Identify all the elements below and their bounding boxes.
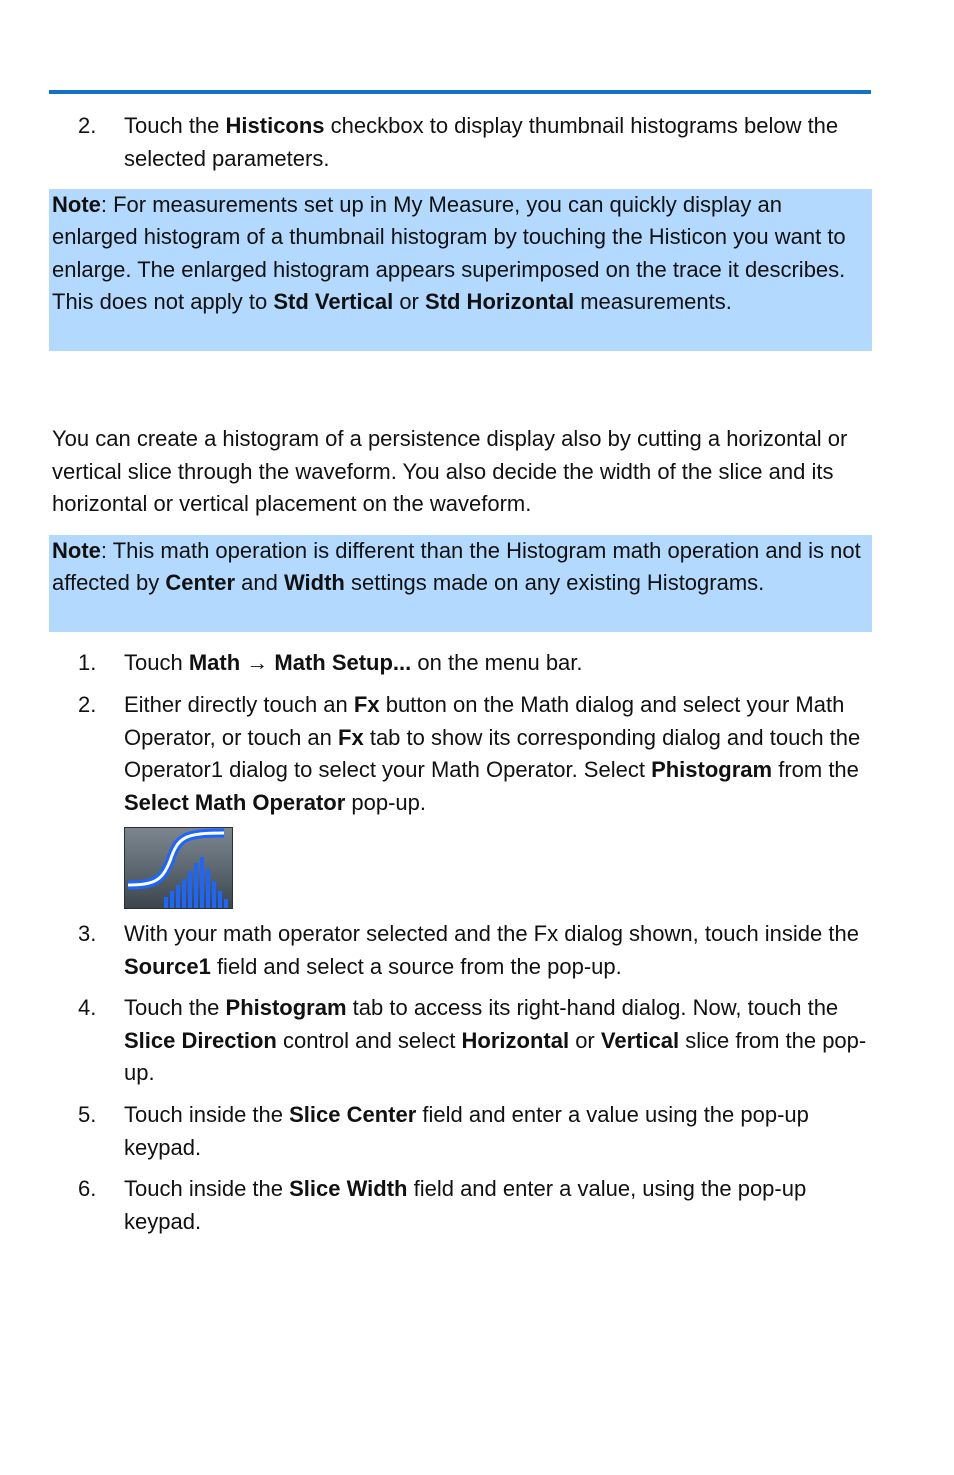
header-rule — [49, 90, 871, 94]
step-number: 3. — [78, 921, 97, 946]
step-number: 2. — [78, 692, 97, 717]
note-my-measure: Note: For measurements set up in My Measure, you can quickly display an enlarged histogram of a thumbnail histogram by touching the Histicon you want to enlarge. The enlarged histogram appears superimposed on the trace it describes. This does not apply to Std Vertical or Std Horizontal measurements. — [49, 189, 872, 351]
intro-paragraph: You can create a histogram of a persistence display also by cutting a horizontal or vertical slice through the waveform. You also decide the width of the slice and its horizontal or vertical placement on the waveform. — [52, 426, 848, 516]
step-text: Touch the Histicons checkbox to display thumbnail histograms below the selected parameters. — [124, 113, 839, 171]
step-number: 6. — [78, 1176, 97, 1201]
note-math-operation: Note: This math operation is different than the Histogram math operation and is not affected by Center and Width settings made on any existing Histograms. — [49, 535, 872, 632]
step-number: 1. — [78, 650, 97, 675]
step-text: Touch inside the Slice Center field and enter a value using the pop-up keypad. — [124, 1102, 809, 1160]
step-text: Touch inside the Slice Width field and enter a value, using the pop-up keypad. — [124, 1176, 807, 1234]
step-number: 2. — [78, 113, 97, 138]
step-number: 5. — [78, 1102, 97, 1127]
step-text: Either directly touch an Fx button on the Math dialog and select your Math Operator, or touch an Fx tab to show its corresponding dialog and touch the Operator1 dialog to select your Math Operator. Select Phistogram from the Select Math Operator pop-up. — [124, 692, 861, 815]
phistogram-icon — [124, 827, 233, 909]
step-number: 4. — [78, 995, 97, 1020]
step-text: Touch Math → Math Setup... on the menu bar. — [124, 650, 583, 675]
step-text: With your math operator selected and the Fx dialog shown, touch inside the Source1 field and select a source from the pop-up. — [124, 921, 859, 979]
step-text: Touch the Phistogram tab to access its right-hand dialog. Now, touch the Slice Direction control and select Horizontal or Vertical slice from the pop-up. — [124, 995, 867, 1085]
